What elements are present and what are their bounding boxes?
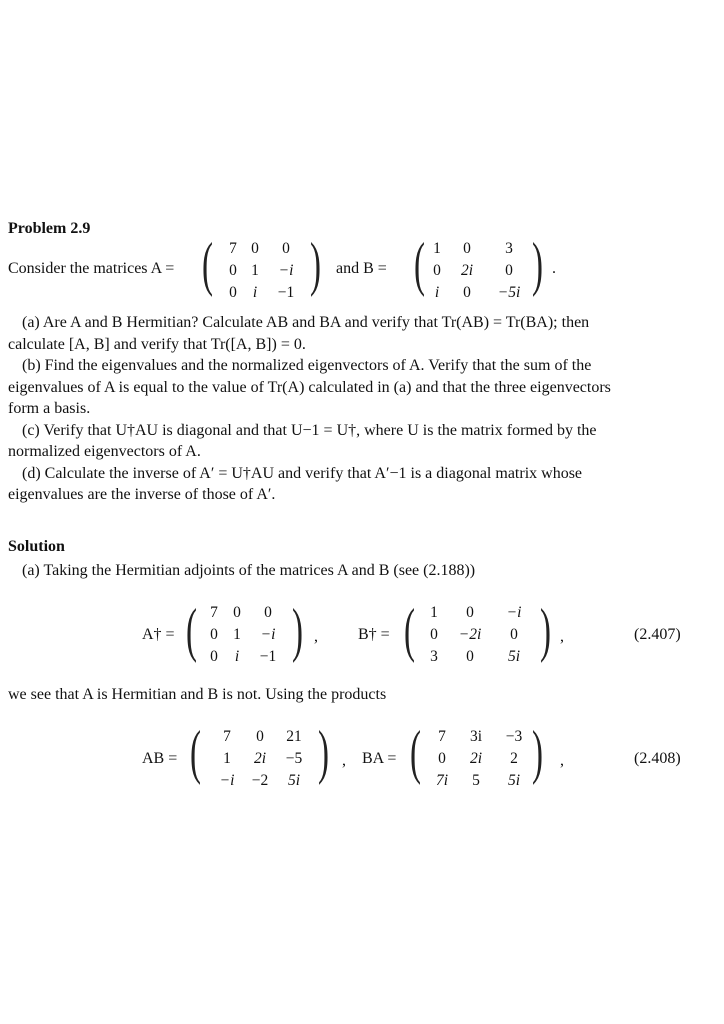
equation-number-2408: (2.408) — [634, 750, 681, 767]
a-dagger-right-paren: ) — [292, 597, 303, 663]
eq-comma: , — [560, 628, 564, 645]
matrix-cell: −2i — [458, 626, 482, 643]
matrix-cell: 0 — [282, 240, 290, 257]
matrix-b-right-paren: ) — [532, 231, 543, 297]
matrix-cell: 2i — [253, 750, 267, 767]
matrix-cell: 0 — [466, 648, 474, 665]
matrix-cell: 0 — [438, 750, 446, 767]
ab-label: AB = — [142, 750, 178, 767]
matrix-cell: 0 — [229, 284, 237, 301]
equation-number-2407: (2.407) — [634, 626, 681, 643]
matrix-cell: i — [234, 648, 240, 665]
matrix-cell: 21 — [286, 728, 302, 745]
matrix-cell: 3 — [430, 648, 438, 665]
matrix-cell: 0 — [510, 626, 518, 643]
matrix-cell: −5i — [497, 284, 521, 301]
matrix-a — [222, 238, 306, 304]
matrix-cell: 3 — [505, 240, 513, 257]
part-c-line-1: (c) Verify that U†AU is diagonal and that U−1 = U†, where U is the matrix formed by the — [22, 421, 597, 439]
matrix-a-dagger — [202, 602, 288, 668]
b-dagger-right-paren: ) — [540, 597, 551, 663]
b-dagger-label: B† = — [358, 626, 390, 643]
matrix-cell: 5 — [472, 772, 480, 789]
matrix-cell: 5i — [507, 772, 521, 789]
solution-intro: (a) Taking the Hermitian adjoints of the matrices A and B (see (2.188)) — [22, 562, 476, 579]
ab-right-paren: ) — [318, 719, 329, 785]
matrix-cell: 2i — [469, 750, 483, 767]
matrix-cell: 3i — [469, 728, 483, 745]
matrix-ab — [210, 726, 312, 792]
matrix-cell: 1 — [251, 262, 259, 279]
matrix-cell: −5 — [285, 750, 303, 767]
matrix-cell: 0 — [210, 648, 218, 665]
part-d-line-2: eigenvalues are the inverse of those of A′. — [8, 486, 276, 503]
part-c-line-2: normalized eigenvectors of A. — [8, 443, 201, 460]
eq-comma: , — [314, 628, 318, 645]
matrix-cell: 1 — [430, 604, 438, 621]
problem-and-b: and B = — [336, 260, 387, 277]
part-a-line-2: calculate [A, B] and verify that Tr([A, B]) = 0. — [8, 335, 306, 353]
matrix-cell: 0 — [229, 262, 237, 279]
problem-intro: Consider the matrices A = — [8, 260, 175, 277]
matrix-cell: −i — [219, 772, 235, 789]
matrix-cell: −i — [278, 262, 294, 279]
matrix-ba — [428, 726, 532, 792]
matrix-cell: 0 — [251, 240, 259, 257]
ab-left-paren: ( — [190, 719, 201, 785]
part-b-line-1: (b) Find the eigenvalues and the normalized eigenvectors of A. Verify that the sum of the — [22, 357, 592, 374]
matrix-cell: −i — [506, 604, 522, 621]
matrix-cell: 1 — [223, 750, 231, 767]
ba-right-paren: ) — [532, 719, 543, 785]
matrix-cell: 5i — [287, 772, 301, 789]
matrix-cell: 0 — [433, 262, 441, 279]
matrix-cell: 2i — [460, 262, 474, 279]
matrix-cell: 0 — [233, 604, 241, 621]
matrix-cell: i — [252, 284, 258, 301]
matrix-cell: 1 — [433, 240, 441, 257]
matrix-cell: 0 — [463, 240, 471, 257]
matrix-cell: 0 — [505, 262, 513, 279]
matrix-a-left-paren: ( — [202, 231, 213, 297]
ba-label: BA = — [362, 750, 397, 767]
matrix-cell: 0 — [430, 626, 438, 643]
matrix-cell: 7 — [438, 728, 446, 745]
a-dagger-label: A† = — [142, 626, 175, 643]
problem-end-period: . — [552, 260, 556, 277]
matrix-b — [426, 238, 532, 304]
matrix-cell: i — [434, 284, 440, 301]
eq-comma: , — [342, 752, 346, 769]
a-dagger-left-paren: ( — [186, 597, 197, 663]
matrix-cell: 0 — [466, 604, 474, 621]
matrix-cell: 7 — [223, 728, 231, 745]
matrix-cell: 0 — [463, 284, 471, 301]
b-dagger-left-paren: ( — [404, 597, 415, 663]
matrix-cell: 5i — [507, 648, 521, 665]
part-b-line-2: eigenvalues of A is equal to the value of Tr(A) calculated in (a) and that the three eigenvectors — [8, 378, 611, 396]
part-a-line-1: (a) Are A and B Hermitian? Calculate AB and BA and verify that Tr(AB) = Tr(BA); then — [22, 314, 590, 331]
matrix-cell: 0 — [256, 728, 264, 745]
matrix-cell: −1 — [259, 648, 277, 665]
matrix-cell: 7i — [435, 772, 449, 789]
matrix-cell: −i — [260, 626, 276, 643]
matrix-a-right-paren: ) — [310, 231, 321, 297]
matrix-cell: 2 — [510, 750, 518, 767]
eq-comma: , — [560, 752, 564, 769]
matrix-cell: 0 — [210, 626, 218, 643]
matrix-cell: −2 — [251, 772, 269, 789]
matrix-cell: 7 — [210, 604, 218, 621]
matrix-cell: 1 — [233, 626, 241, 643]
solution-title: Solution — [8, 538, 65, 555]
matrix-cell: −3 — [505, 728, 523, 745]
matrix-cell: 7 — [229, 240, 237, 257]
matrix-cell: −1 — [277, 284, 295, 301]
matrix-b-dagger — [420, 602, 536, 668]
problem-parts — [8, 312, 696, 506]
problem-title: Problem 2.9 — [8, 220, 91, 237]
matrix-cell: 0 — [264, 604, 272, 621]
ba-left-paren: ( — [410, 719, 421, 785]
part-d-line-1: (d) Calculate the inverse of A′ = U†AU and verify that A′−1 is a diagonal matrix whose — [22, 464, 583, 482]
solution-middle-text: we see that A is Hermitian and B is not. Using the products — [8, 686, 387, 703]
matrix-b-left-paren: ( — [414, 231, 425, 297]
part-b-line-3: form a basis. — [8, 400, 91, 417]
